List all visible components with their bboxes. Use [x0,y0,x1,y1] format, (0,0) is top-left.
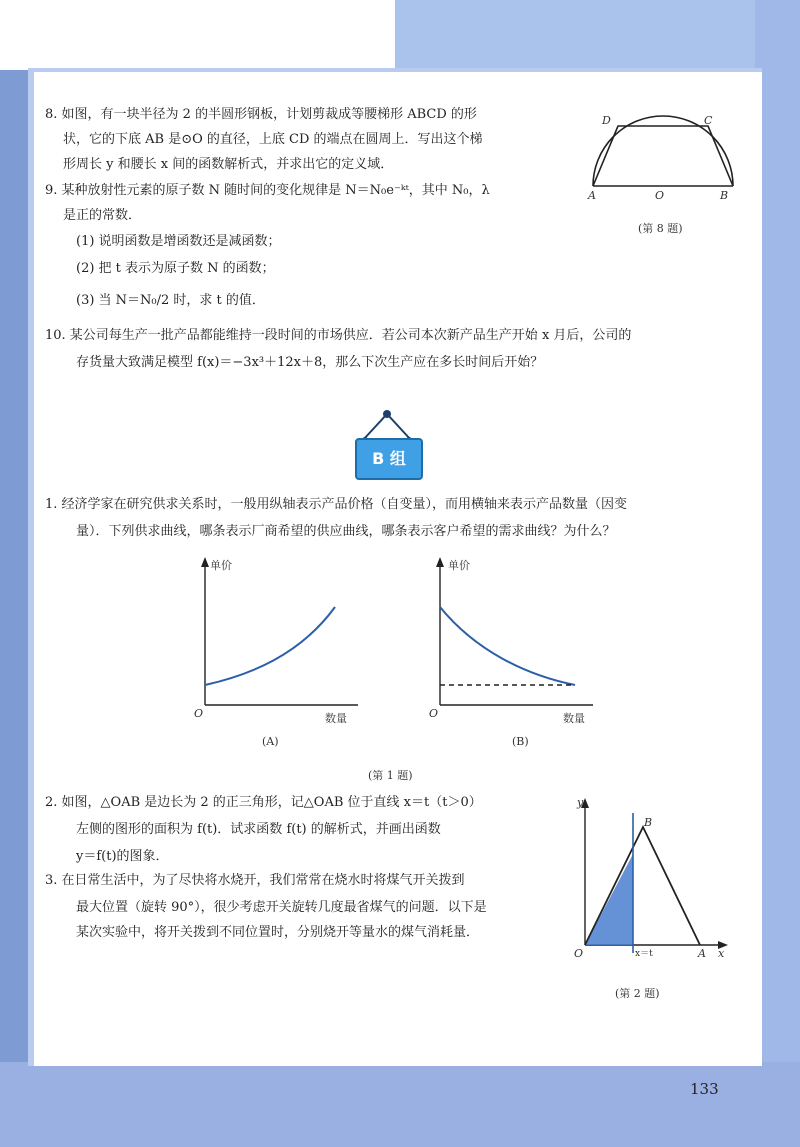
figure-2-label-a: A [698,947,706,960]
b-problem-3-line-2: 最大位置（旋转 90°），很少考虑开关旋转几度最省煤气的问题．以下是 [76,900,487,915]
figure-8-caption: (第 8 题) [638,222,683,235]
figure-8-label-o: O [655,189,665,202]
figure-2-label-b: B [644,816,653,829]
b-problem-3-line-3: 某次实验中，将开关拨到不同位置时，分别烧开等量水的煤气消耗量． [76,925,480,940]
figure-8-label-b: B [720,189,729,202]
figure-2-label-x: x [718,947,725,960]
background-bottom [0,1062,800,1147]
problem-8-line-3: 形周长 y 和腰长 x 间的函数解析式，并求出它的定义域． [63,157,394,172]
graph-a-xlabel: 数量 [325,712,347,725]
problem-9-part-3: (3) 当 N＝N₀/2 时，求 t 的值． [76,293,265,308]
problem-10-line-1: 10. 某公司每生产一批产品都能维持一段时间的市场供应．若公司本次新产品生产开始 x 月后，公司的 [45,328,632,343]
b-problem-3-line-1: 3. 在日常生活中，为了尽快将水烧开，我们常常在烧水时将煤气开关拨到 [45,873,465,888]
figure-8-label-c: C [704,114,713,127]
graph-a-label: (A) [262,735,279,748]
graph-a-ylabel: 单价 [210,559,232,572]
problem-9-part-2: (2) 把 t 表示为原子数 N 的函数； [76,261,275,276]
figure-2-caption: (第 2 题) [615,987,660,1000]
figure-8-label-d: D [602,114,611,127]
b-problem-2-line-1: 2. 如图，△OAB 是边长为 2 的正三角形，记△OAB 位于直线 x＝t（t＞0） [45,795,482,810]
figure-1-caption: (第 1 题) [368,769,413,782]
problem-8-line-1: 8. 如图，有一块半径为 2 的半圆形钢板，计划剪裁成等腰梯形 ABCD 的形 [45,107,477,122]
b-problem-2-line-3: y＝f(t)的图象． [76,849,169,864]
graph-b-ylabel: 单价 [448,559,470,572]
problem-9-line-2: 是正的常数． [63,208,142,223]
figure-2-triangle [575,793,735,963]
problem-9-part-1: (1) 说明函数是增函数还是减函数； [76,234,281,249]
figure-2-label-o: O [574,947,584,960]
figure-2-label-y: y [577,796,584,809]
background-top-right [395,0,800,70]
figure-2-line-label: x＝t [635,949,653,959]
b-problem-1-line-1: 1. 经济学家在研究供求关系时，一般用纵轴表示产品价格（自变量），而用横轴来表示产品数量（因变 [45,497,628,512]
graph-a-origin: O [194,707,204,720]
problem-9-line-1: 9. 某种放射性元素的原子数 N 随时间的变化规律是 N＝N₀e⁻ᵏᵗ，其中 N₀，λ [45,183,490,198]
problem-10-line-2: 存货量大致满足模型 f(x)＝−3x³＋12x＋8，那么下次生产应在多长时间后开始？ [76,355,544,370]
b-problem-1-line-2: 量）．下列供求曲线，哪条表示厂商希望的供应曲线，哪条表示客户希望的需求曲线？为什么？ [76,524,616,539]
demand-curve-graph-b [425,555,605,725]
graph-b-label: (B) [512,735,529,748]
page-number: 133 [690,1080,719,1098]
graph-b-xlabel: 数量 [563,712,585,725]
b-problem-2-line-2: 左侧的图形的面积为 f(t)．试求函数 f(t) 的解析式，并画出函数 [76,822,441,837]
figure-8-label-a: A [588,189,596,202]
graph-b-origin: O [429,707,439,720]
section-b-title: B 组 [355,438,423,480]
problem-8-line-2: 状，它的下底 AB 是⊙O 的直径，上底 CD 的端点在圆周上．写出这个梯 [63,132,483,147]
supply-curve-graph-a [190,555,370,725]
